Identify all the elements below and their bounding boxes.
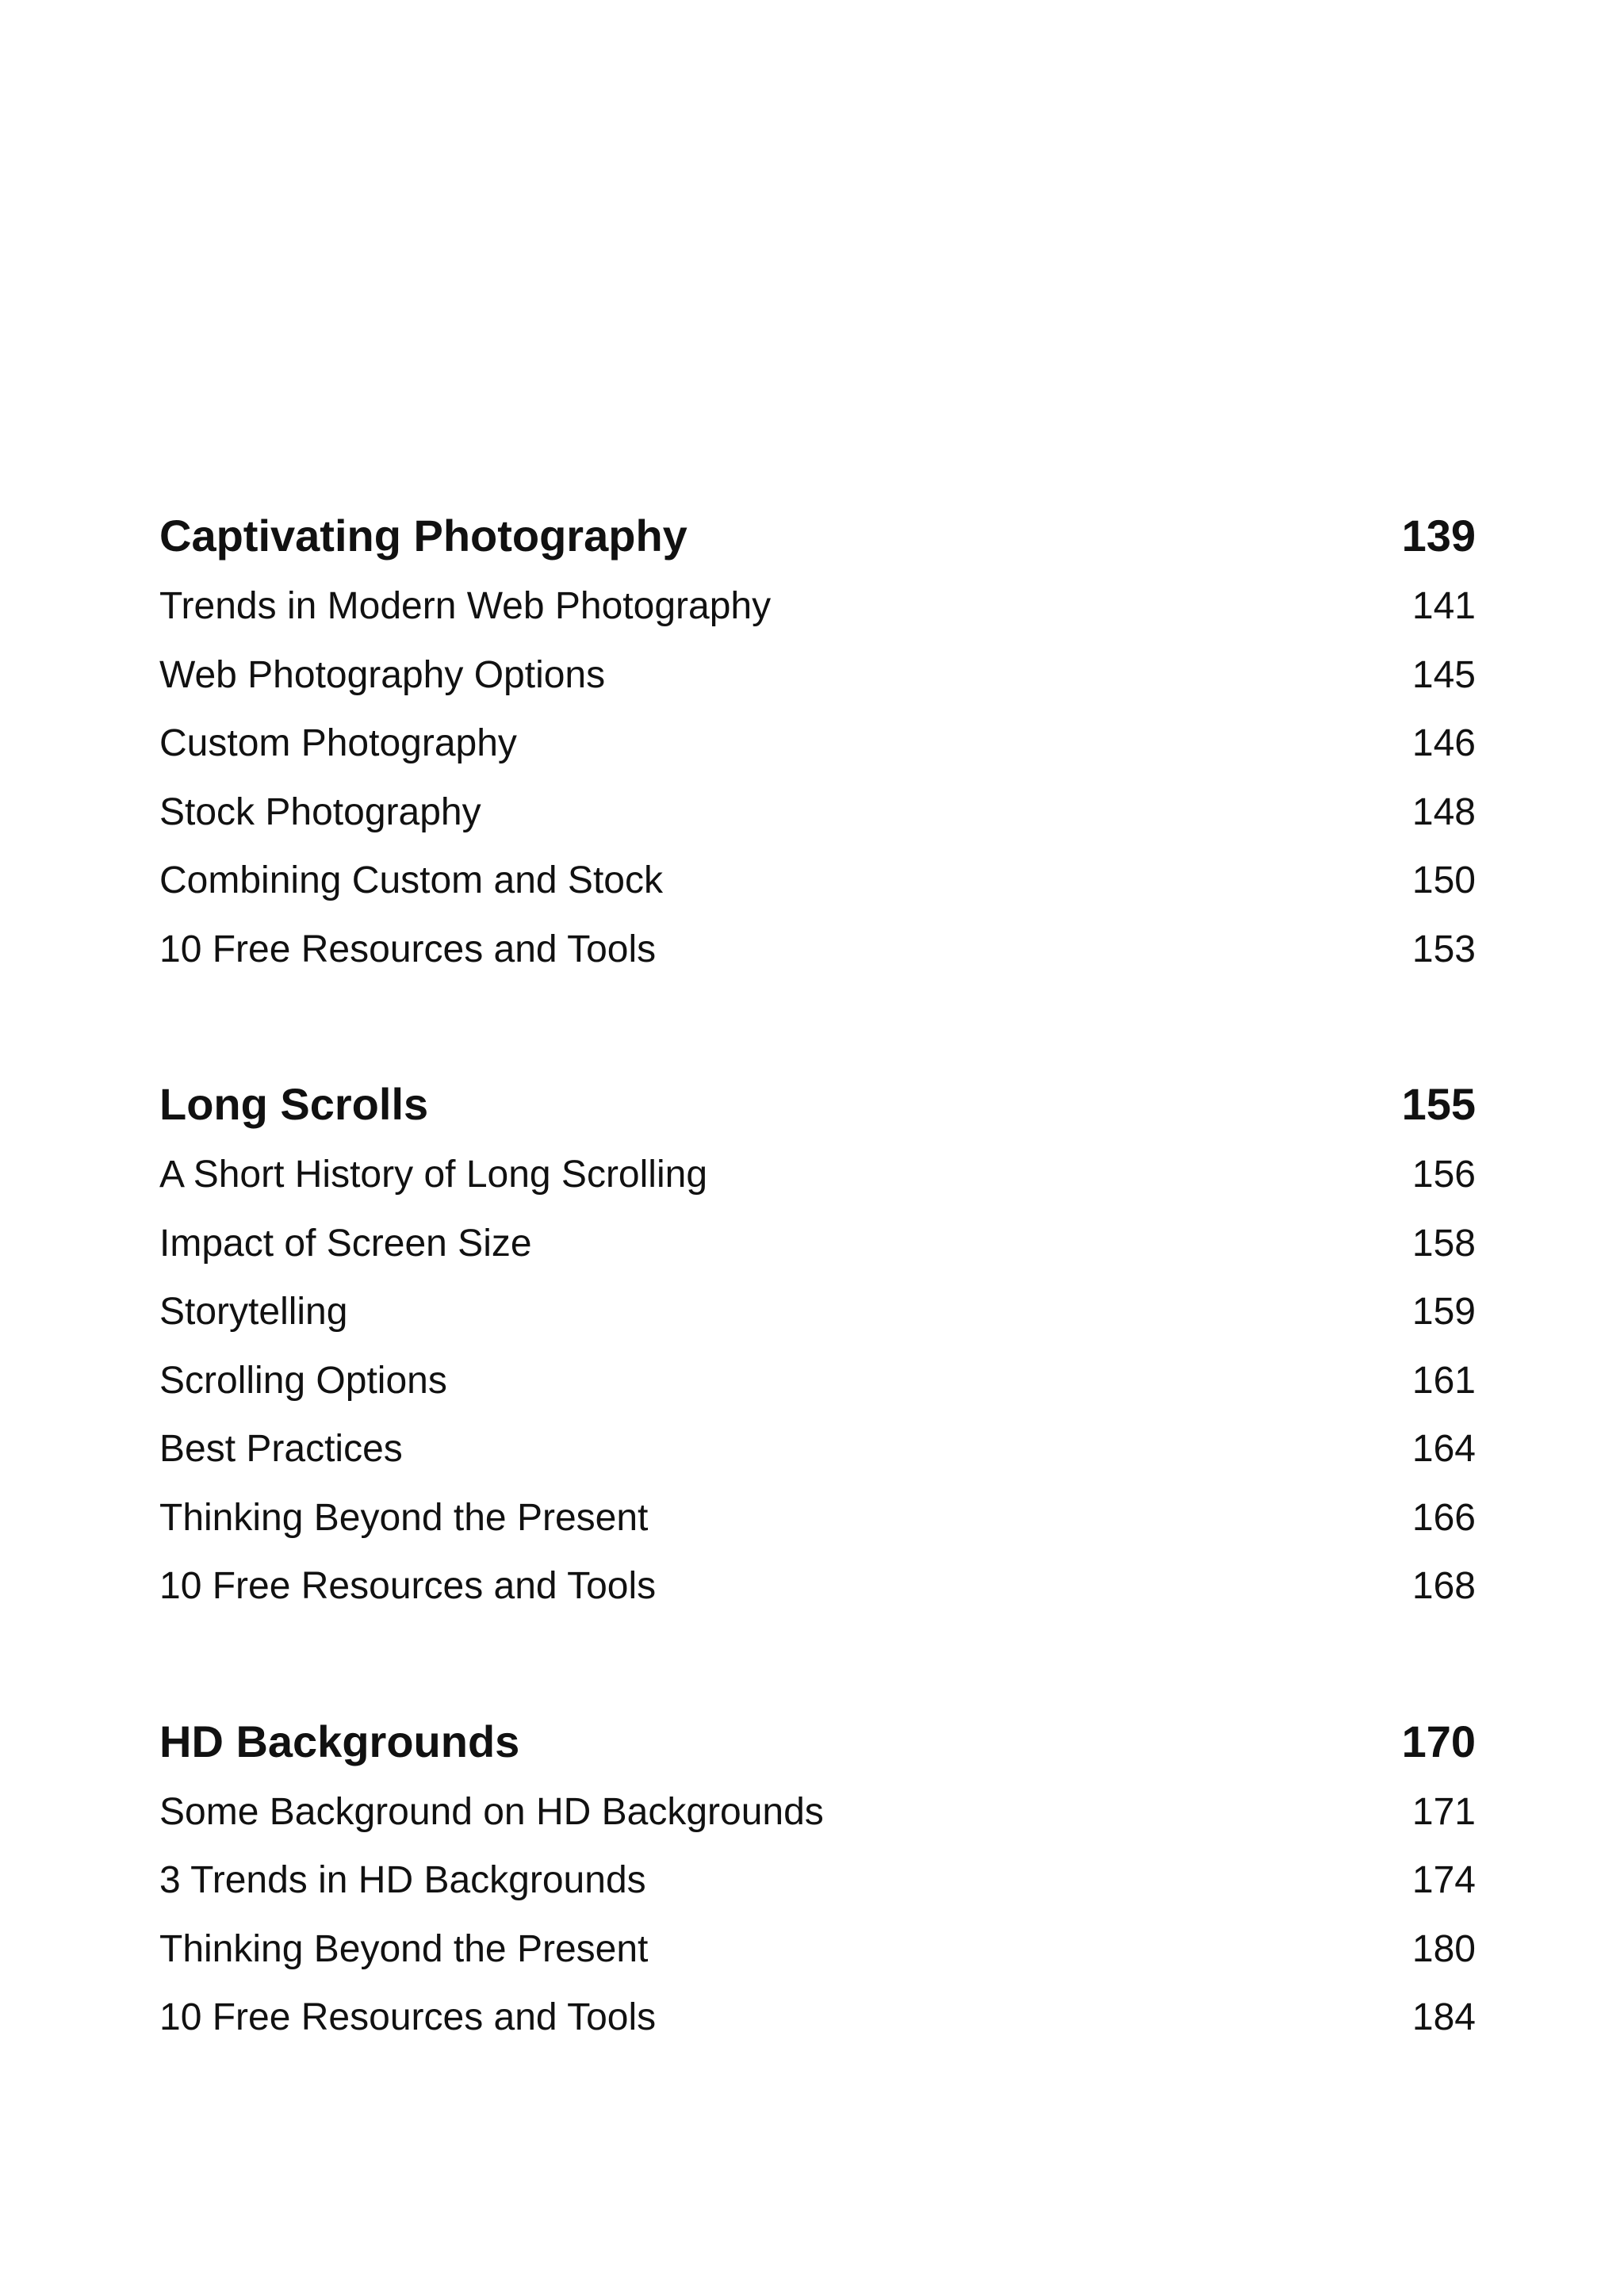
entry-title: Thinking Beyond the Present — [159, 1496, 649, 1539]
entry-page-number: 180 — [1411, 1927, 1476, 1970]
toc-entry[interactable] — [159, 1984, 1476, 2053]
toc-entry[interactable] — [159, 1915, 1476, 1984]
toc-chapter-heading[interactable] — [159, 499, 1476, 572]
toc-section-captivating-photography — [159, 499, 1476, 984]
toc-entry[interactable] — [159, 1484, 1476, 1553]
toc-entry[interactable] — [159, 1552, 1476, 1621]
entry-title: Impact of Screen Size — [159, 1222, 532, 1265]
entry-page-number: 148 — [1411, 790, 1476, 833]
entry-title: Combining Custom and Stock — [159, 859, 663, 901]
entry-title: Storytelling — [159, 1291, 348, 1333]
chapter-title: Long Scrolls — [159, 1079, 429, 1129]
toc-chapter-heading[interactable] — [159, 1068, 1476, 1141]
entry-page-number: 145 — [1411, 653, 1476, 696]
toc-section-long-scrolls — [159, 1068, 1476, 1621]
entry-page-number: 150 — [1411, 859, 1476, 901]
chapter-title: HD Backgrounds — [159, 1716, 520, 1766]
toc-entry[interactable] — [159, 779, 1476, 848]
entry-page-number: 171 — [1411, 1790, 1476, 1833]
entry-page-number: 158 — [1411, 1222, 1476, 1265]
entry-page-number: 156 — [1411, 1154, 1476, 1196]
entry-title: 10 Free Resources and Tools — [159, 1996, 657, 2038]
table-of-contents — [159, 499, 1476, 2137]
toc-entry[interactable] — [159, 1846, 1476, 1915]
entry-page-number: 166 — [1411, 1496, 1476, 1539]
toc-entry[interactable] — [159, 572, 1476, 641]
entry-title: A Short History of Long Scrolling — [159, 1154, 708, 1196]
chapter-title: Captivating Photography — [159, 511, 688, 561]
entry-title: Best Practices — [159, 1428, 403, 1470]
chapter-page-number: 139 — [1401, 511, 1476, 561]
entry-page-number: 184 — [1411, 1996, 1476, 2038]
toc-entry[interactable] — [159, 1141, 1476, 1210]
entry-page-number: 164 — [1411, 1428, 1476, 1470]
entry-title: 10 Free Resources and Tools — [159, 1565, 657, 1607]
entry-title: Scrolling Options — [159, 1359, 447, 1402]
chapter-page-number: 155 — [1401, 1079, 1476, 1129]
entry-title: Thinking Beyond the Present — [159, 1927, 649, 1970]
toc-entry[interactable] — [159, 916, 1476, 985]
toc-entry[interactable] — [159, 847, 1476, 916]
entry-title: Some Background on HD Backgrounds — [159, 1790, 824, 1833]
entry-page-number: 174 — [1411, 1859, 1476, 1901]
entry-page-number: 159 — [1411, 1291, 1476, 1333]
toc-entry[interactable] — [159, 1278, 1476, 1347]
toc-entry[interactable] — [159, 1347, 1476, 1416]
entry-page-number: 146 — [1411, 722, 1476, 764]
entry-title: 3 Trends in HD Backgrounds — [159, 1859, 646, 1901]
entry-page-number: 161 — [1411, 1359, 1476, 1402]
toc-entry[interactable] — [159, 1415, 1476, 1484]
entry-page-number: 168 — [1411, 1565, 1476, 1607]
toc-entry[interactable] — [159, 1210, 1476, 1279]
chapter-page-number: 170 — [1401, 1716, 1476, 1766]
entry-page-number: 153 — [1411, 928, 1476, 970]
entry-title: Stock Photography — [159, 790, 481, 833]
toc-entry[interactable] — [159, 641, 1476, 710]
toc-section-hd-backgrounds — [159, 1705, 1476, 2053]
entry-page-number: 141 — [1411, 585, 1476, 627]
toc-entry[interactable] — [159, 1778, 1476, 1847]
entry-title: Web Photography Options — [159, 653, 606, 696]
toc-entry[interactable] — [159, 710, 1476, 779]
entry-title: 10 Free Resources and Tools — [159, 928, 657, 970]
toc-chapter-heading[interactable] — [159, 1705, 1476, 1778]
entry-title: Custom Photography — [159, 722, 517, 764]
entry-title: Trends in Modern Web Photography — [159, 585, 772, 627]
